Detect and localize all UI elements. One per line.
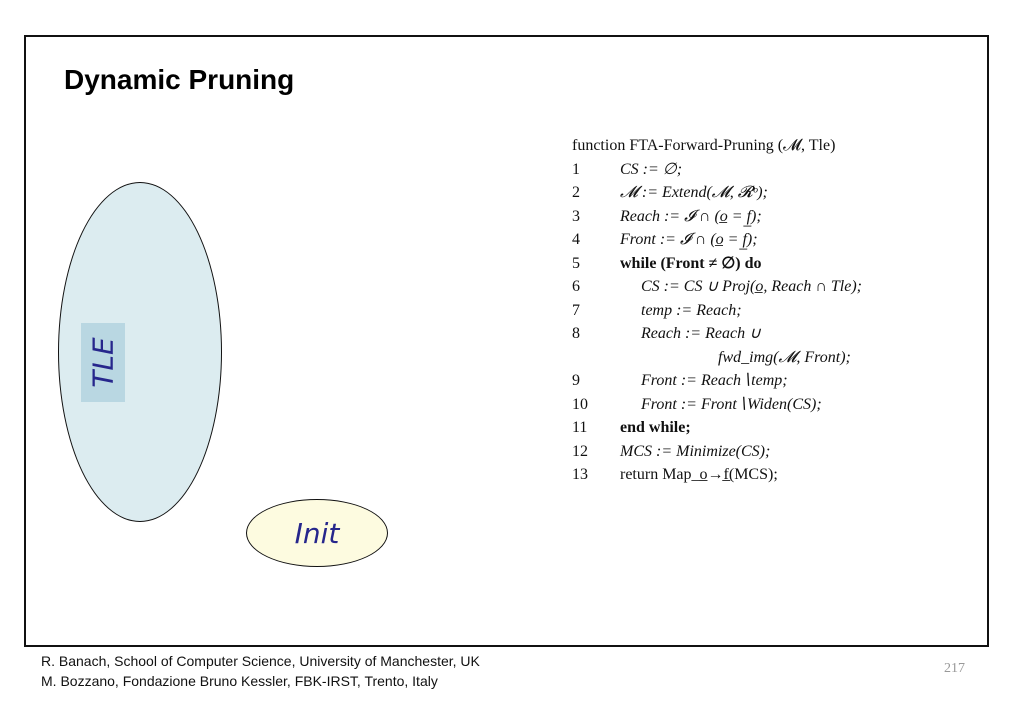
line-number: 2 [572, 184, 580, 201]
line-code: while (Front ≠ ∅) do [620, 254, 762, 272]
line-code: return Map_o̲→f̲(MCS); [620, 466, 778, 483]
tle-label [81, 323, 125, 402]
footer-line-1: R. Banach, School of Computer Science, University of Manchester, UK [41, 653, 480, 669]
line-number: 9 [572, 372, 580, 389]
line-number: 11 [572, 419, 588, 436]
line-code: fwd_img(𝓜, Front); [718, 348, 851, 366]
line-code: Reach := 𝓘 ∩ (o̲ = f̲); [620, 207, 762, 225]
line-code: end while; [620, 419, 691, 436]
line-number: 6 [572, 278, 580, 295]
line-number: 4 [572, 231, 580, 248]
line-code: temp := Reach; [641, 301, 742, 319]
algorithm-header-text: function FTA-Forward-Pruning (𝓜, Tle) [572, 137, 836, 154]
init-label: Init [294, 516, 340, 550]
footer-line-2: M. Bozzano, Fondazione Bruno Kessler, FBK-IRST, Trento, Italy [41, 673, 438, 689]
line-code: 𝓜 := Extend(𝓜, 𝓡ᵒ); [620, 184, 768, 201]
line-number: 10 [572, 395, 588, 413]
line-number: 12 [572, 442, 588, 460]
slide-title: Dynamic Pruning [64, 64, 295, 95]
page-number: 217 [944, 661, 965, 676]
line-code: Front := Front∖Widen(CS); [641, 395, 822, 413]
line-code: Front := Reach∖temp; [641, 372, 788, 389]
line-number: 1 [572, 160, 580, 178]
line-code: Front := 𝓘 ∩ (o̲ = f̲); [620, 231, 758, 248]
line-number: 7 [572, 301, 580, 319]
line-code: MCS := Minimize(CS); [620, 442, 771, 460]
footer-credits [41, 651, 480, 691]
line-number: 13 [572, 466, 588, 483]
line-code: CS := CS ∪ Proj(o̲, Reach ∩ Tle); [641, 278, 862, 295]
line-number: 8 [572, 325, 580, 342]
line-code: Reach := Reach ∪ [641, 325, 761, 342]
line-number: 5 [572, 254, 580, 272]
line-number: 3 [572, 207, 580, 225]
line-code: CS := ∅; [620, 160, 683, 178]
tle-label-text: TLE [86, 337, 120, 388]
